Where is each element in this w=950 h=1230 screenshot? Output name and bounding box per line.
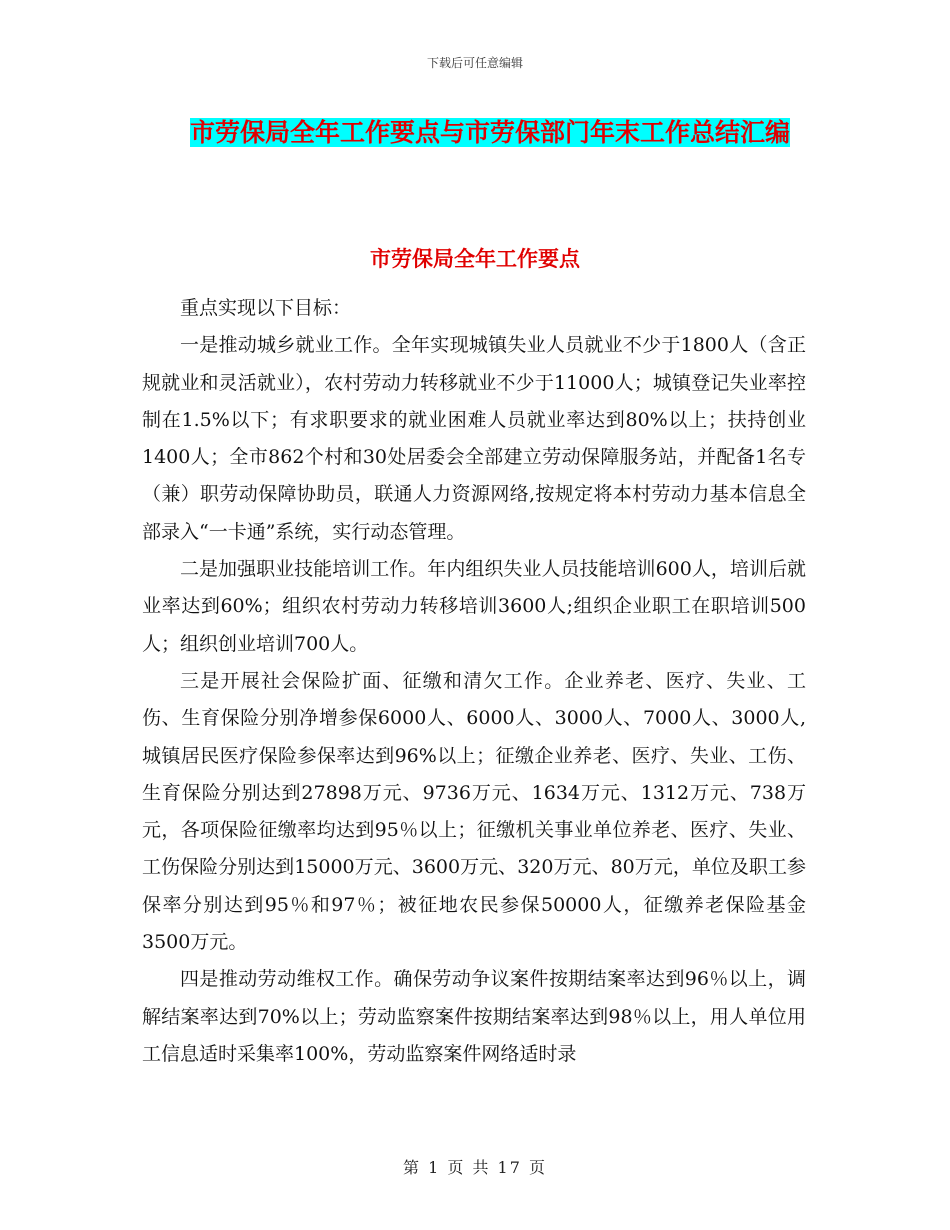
paragraph: 一是推动城乡就业工作。全年实现城镇失业人员就业不少于1800人（含正规就业和灵活就业），农村劳动力转移就业不少于11000人；城镇登记失业率控制在1.5%以下；有求职要求的就业困难人员就业率达到80%以上；扶持创业1400人；全市862个村和30处居委会全部建立劳动保障服务站，并配备1名专（兼）职劳动保障协助员，联通人力资源网络,按规定将本村劳动力基本信息全部录入“一卡通”系统，实行动态管理。 — [142, 334, 806, 543]
document-title-text: 市劳保局全年工作要点与市劳保部门年末工作总结汇编 — [189, 118, 790, 147]
document-title — [150, 110, 830, 156]
header-note: 下载后可任意编辑 — [426, 56, 523, 70]
paragraph: 四是推动劳动维权工作。确保劳动争议案件按期结案率达到96％以上，调解结案率达到70%以上；劳动监察案件按期结案率达到98％以上，用人单位用工信息适时采集率100%，劳动监察案件网络适时录 — [142, 968, 806, 1065]
paragraph: 三是开展社会保险扩面、征缴和清欠工作。企业养老、医疗、失业、工伤、生育保险分别净增参保6000人、6000人、3000人、7000人、3000人,城镇居民医疗保险参保率达到96%以上；征缴企业养老、医疗、失业、工伤、生育保险分别达到27898万元、9736万元、1634万元、1312万元、738万元，各项保险征缴率均达到95％以上；征缴机关事业单位养老、医疗、失业、工伤保险分别达到15000万元、3600万元、320万元、80万元，单位及职工参保率分别达到95％和97％；被征地农民参保50000人，征缴养老保险基金3500万元。 — [142, 669, 806, 954]
document-body — [142, 290, 806, 1073]
page-footer: 第 1 页 共 17 页 — [403, 1158, 547, 1177]
paragraph: 重点实现以下目标： — [180, 297, 352, 319]
section-title: 市劳保局全年工作要点 — [370, 247, 580, 271]
paragraph: 二是加强职业技能培训工作。年内组织失业人员技能培训600人，培训后就业率达到60%；组织农村劳动力转移培训3600人;组织企业职工在职培训500人；组织创业培训700人。 — [142, 558, 806, 655]
